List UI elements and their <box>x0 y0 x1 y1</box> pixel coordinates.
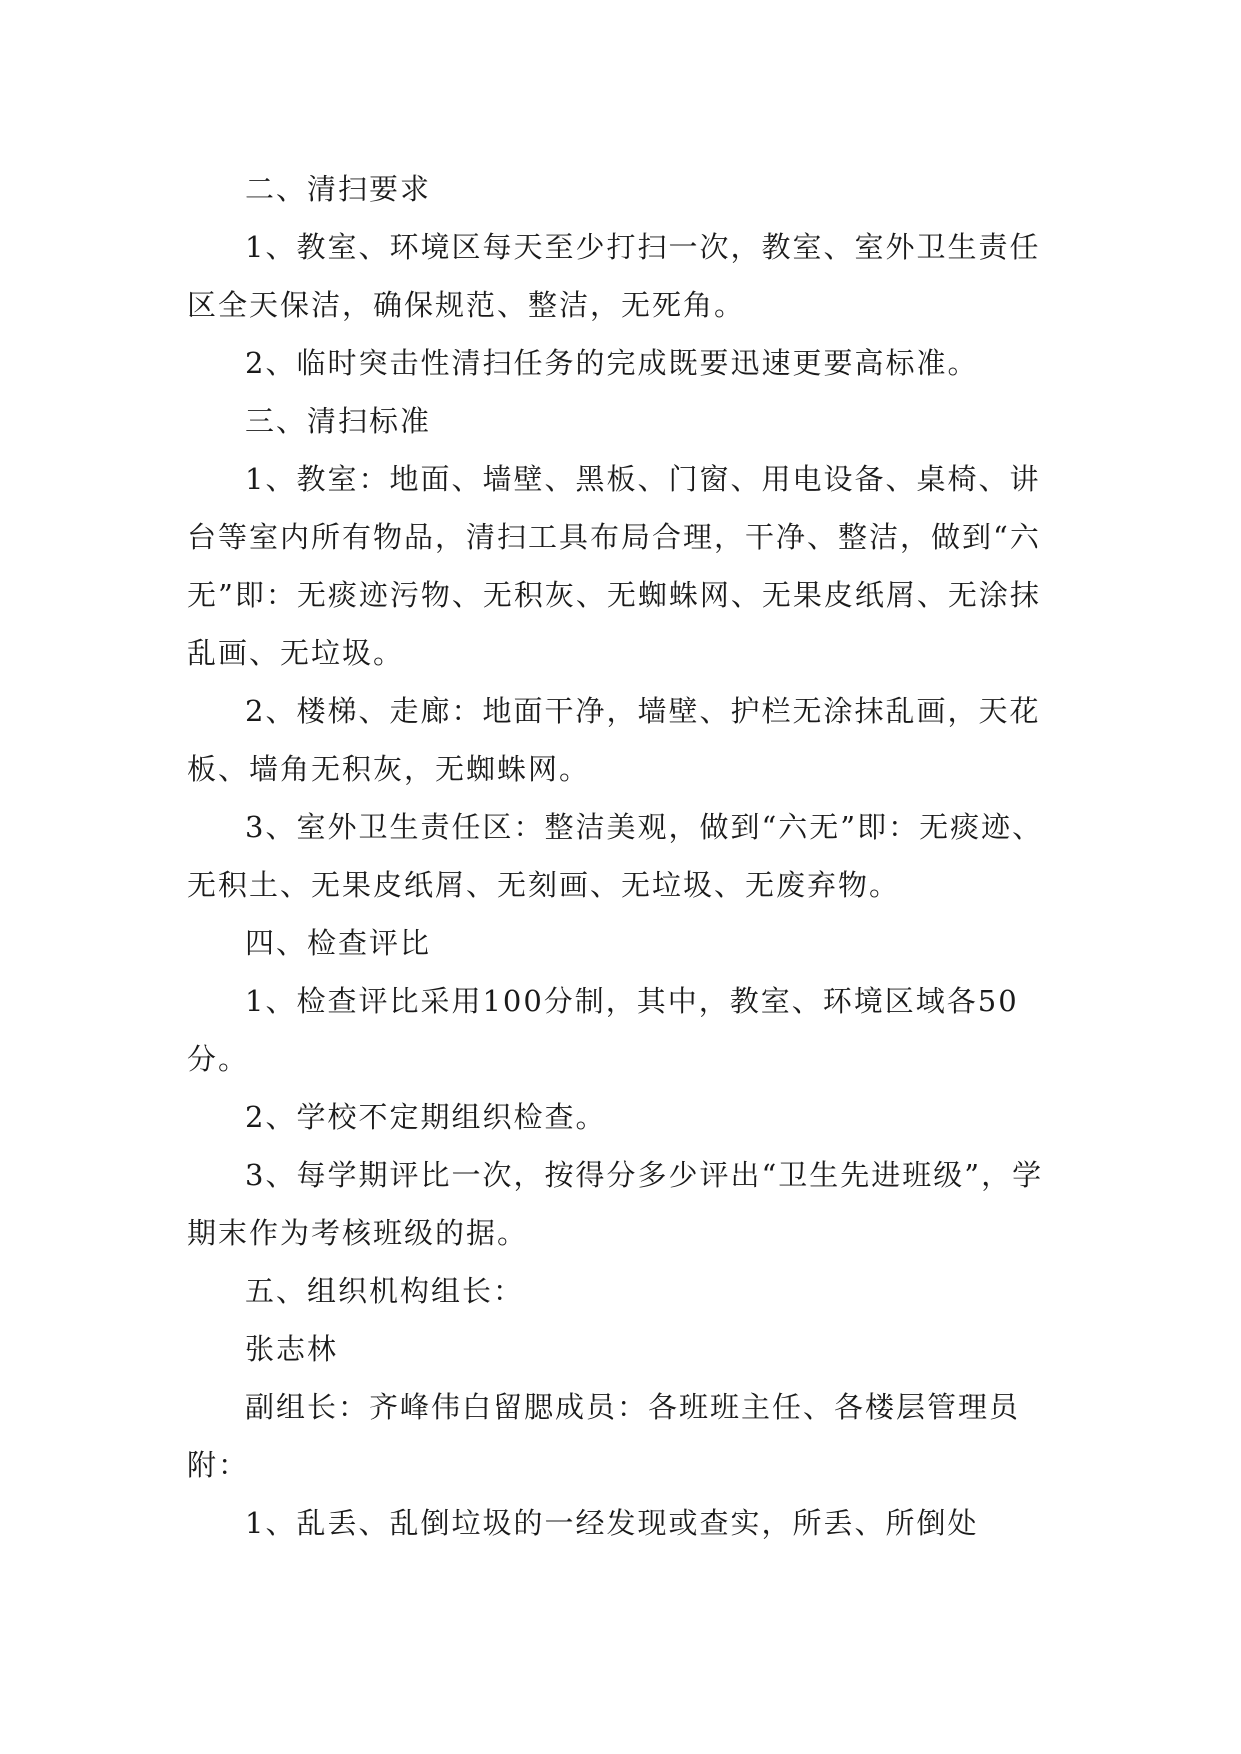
section-heading-cleaning-standards: 三、清扫标准 <box>245 404 432 438</box>
paragraph: 1、乱丢、乱倒垃圾的一经发现或查实，所丢、所倒处 <box>245 1506 979 1540</box>
paragraph: 3、每学期评比一次，按得分多少评出“卫生先进班级”，学期末作为考核班级的据。 <box>187 1158 1044 1250</box>
paragraph: 1、教室：地面、墙壁、黑板、门窗、用电设备、桌椅、讲台等室内所有物品，清扫工具布局合理，干净、整洁，做到“六无”即：无痰迹污物、无积灰、无蜘蛛网、无果皮纸屑、无涂抹乱画、无垃圾。 <box>187 462 1041 670</box>
paragraph: 3、室外卫生责任区：整洁美观，做到“六无”即：无痰迹、无积土、无果皮纸屑、无刻画、无垃圾、无废弃物。 <box>187 810 1044 902</box>
document-body <box>187 160 1057 1552</box>
paragraph: 1、教室、环境区每天至少打扫一次，教室、室外卫生责任区全天保洁，确保规范、整洁，无死角。 <box>187 230 1041 322</box>
paragraph: 2、楼梯、走廊：地面干净，墙壁、护栏无涂抹乱画，天花板、墙角无积灰，无蜘蛛网。 <box>187 694 1041 786</box>
paragraph: 副组长：齐峰伟白留腮成员：各班班主任、各楼层管理员附： <box>187 1390 1021 1482</box>
paragraph: 张志林 <box>245 1332 339 1366</box>
paragraph: 2、临时突击性清扫任务的完成既要迅速更要高标准。 <box>245 346 979 380</box>
section-heading-organization: 五、组织机构组长： <box>245 1274 525 1308</box>
section-heading-cleaning-requirements: 二、清扫要求 <box>245 172 432 206</box>
paragraph: 2、学校不定期组织检查。 <box>245 1100 607 1134</box>
paragraph: 1、检查评比采用100分制，其中，教室、环境区域各50分。 <box>187 984 1019 1076</box>
section-heading-inspection: 四、检查评比 <box>245 926 432 960</box>
